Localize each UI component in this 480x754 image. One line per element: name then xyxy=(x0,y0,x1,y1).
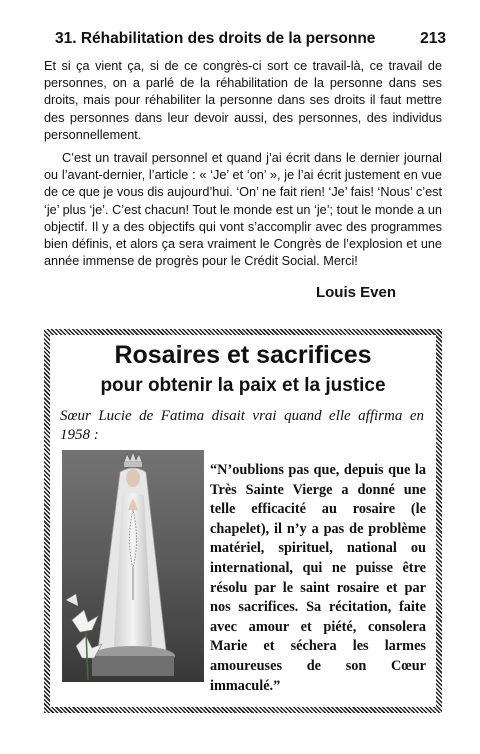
paragraph: C’est un travail personnel et quand j’ai écrit dans le dernier journal ou l’avant-dernier, l’article : « ‘Je’ et ‘on’ », je l’ai écrit justement en vue de ce que je vous dis aujourd’hui. ‘On’ ne fait rien! ‘Je’ fais! ‘Nous’ c’est ‘je’ plus ‘je’. C’est chacun! Tout le monde est un ‘je’; tout le monde a un objectif. Il y a des objectifs qui vont s’accomplir avec des programmes bien définis, et alors ça sera vraiment le Congrès de l’explosion et une année immense de progrès pour le Crédit Social. Merci! xyxy=(44,151,442,269)
box-intro: Sœur Lucie de Fatima disait vrai quand elle affirma en 1958 : xyxy=(60,408,424,443)
virgin-mary-statue-photo xyxy=(62,450,204,682)
rosary-box xyxy=(44,329,442,713)
paragraph: Et si ça vient ça, si de ce congrès-ci sort ce travail-là, ce travail de personnes, on a parlé de la réhabilitation de la personne dans ses droits, mais pour réhabiliter la personne dans ses droits il faut mettre des personnes dans leur devoir aussi, des personnes, des individus personnellement. xyxy=(44,59,442,142)
box-title: Rosaires et sacrifices xyxy=(114,341,372,369)
running-head xyxy=(55,30,446,52)
lucie-quote: “N’oublions pas que, depuis que la Très Sainte Vierge a donné une telle efficacité au rosaire (le chapelet), il n’y a pas de problème matériel, spirituel, national ou international, qui ne puisse être résolu par le saint rosaire et par nos sacrifices. Sa récitation, faite avec amour et piété, consolera Marie et séchera les larmes amoureuses de son Cœur immaculé.” xyxy=(210,462,426,694)
chapter-title: 31. Réhabilitation des droits de la personne xyxy=(55,30,376,47)
box-subtitle: pour obtenir la paix et la justice xyxy=(100,375,386,396)
author-signature: Louis Even xyxy=(315,284,396,301)
article-body xyxy=(44,58,442,276)
page-number: 213 xyxy=(420,30,446,47)
